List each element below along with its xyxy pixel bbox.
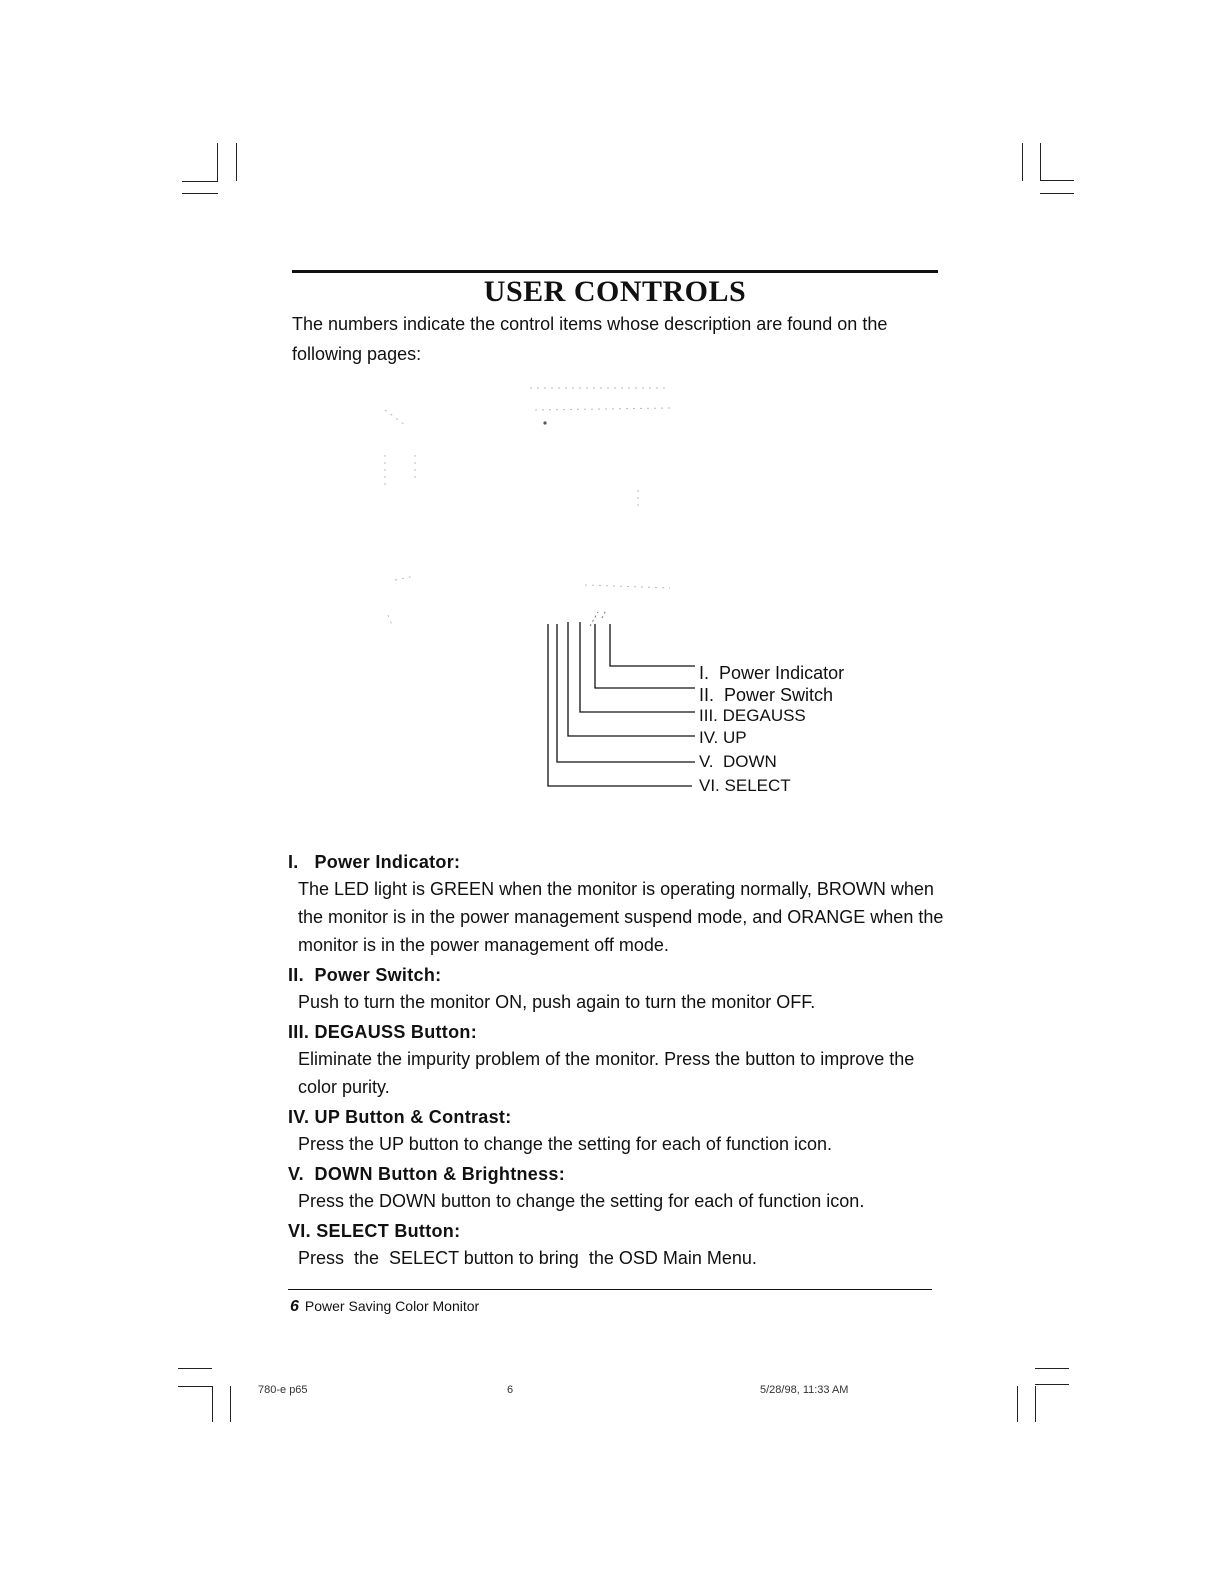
crop-mark-top-left [236, 143, 237, 181]
callout-line-down [557, 624, 695, 762]
crop-mark-bottom-right [1035, 1384, 1069, 1385]
section-body: Eliminate the impurity problem of the monitor. Press the button to improve the color purity. [298, 1049, 915, 1097]
section-select-button [288, 1218, 958, 1272]
callout-line-power-indicator [610, 624, 695, 666]
callout-lines [540, 610, 710, 800]
control-descriptions [288, 849, 958, 1275]
crop-mark-top-left [182, 193, 218, 194]
section-heading: IV. UP Button & Contrast: [288, 1107, 512, 1127]
callout-label-power-switch: II. Power Switch [699, 685, 834, 705]
page-number: 6 [290, 1298, 299, 1315]
section-body: Press the SELECT button to bring the OSD Main Menu. [298, 1248, 757, 1268]
callout-line-up [568, 622, 695, 736]
section-heading: II. Power Switch: [288, 965, 442, 985]
crop-mark-bottom-right [1035, 1368, 1069, 1369]
section-power-switch [288, 962, 958, 1016]
monitor-illustration-remnants [370, 380, 690, 640]
section-down-button [288, 1161, 958, 1215]
callout-label-up: IV. UP [699, 728, 747, 747]
section-body: Press the DOWN button to change the setting for each of function icon. [298, 1191, 865, 1211]
crop-mark-top-right [1040, 193, 1074, 194]
crop-mark-top-right [1040, 143, 1041, 181]
section-up-button [288, 1104, 958, 1158]
section-heading: V. DOWN Button & Brightness: [288, 1164, 566, 1184]
crop-mark-bottom-right [1035, 1386, 1036, 1422]
page-footer [290, 1298, 479, 1316]
crop-mark-bottom-left [178, 1386, 212, 1387]
crop-mark-top-left [217, 143, 218, 181]
crop-mark-bottom-left [178, 1368, 212, 1369]
print-slug-file: 780-e p65 [258, 1384, 308, 1396]
callout-label-select: VI. SELECT [699, 776, 791, 795]
callout-label-power-indicator: I. Power Indicator [699, 663, 845, 683]
title-rule [292, 270, 938, 273]
page-title: USER CONTROLS [483, 275, 747, 308]
print-slug-page: 6 [507, 1384, 514, 1396]
section-heading: I. Power Indicator: [288, 852, 461, 872]
section-body: Press the UP button to change the setting for each of function icon. [298, 1134, 833, 1154]
crop-mark-bottom-left [230, 1386, 231, 1422]
section-power-indicator [288, 849, 958, 959]
callout-line-degauss [580, 622, 695, 712]
section-heading: VI. SELECT Button: [288, 1221, 461, 1241]
crop-mark-top-left [182, 181, 218, 182]
crop-mark-top-right [1022, 143, 1023, 181]
section-degauss-button [288, 1019, 958, 1101]
section-heading: III. DEGAUSS Button: [288, 1022, 477, 1042]
callout-label-down: V. DOWN [699, 752, 777, 771]
crop-mark-bottom-left [212, 1386, 213, 1422]
print-slug-timestamp: 5/28/98, 11:33 AM [760, 1384, 849, 1396]
crop-mark-top-right [1040, 180, 1074, 181]
intro-paragraph: The numbers indicate the control items whose description are found on the following pages: [292, 314, 888, 364]
running-title: Power Saving Color Monitor [304, 1298, 480, 1314]
crop-mark-bottom-right [1017, 1386, 1018, 1422]
section-body: The LED light is GREEN when the monitor is operating normally, BROWN when the monitor is in the power management suspend mode, and ORANGE when the monitor is in the power management off mode. [298, 879, 944, 955]
footer-rule [288, 1289, 932, 1290]
callout-label-degauss: III. DEGAUSS [699, 706, 806, 725]
section-body: Push to turn the monitor ON, push again to turn the monitor OFF. [298, 992, 816, 1012]
